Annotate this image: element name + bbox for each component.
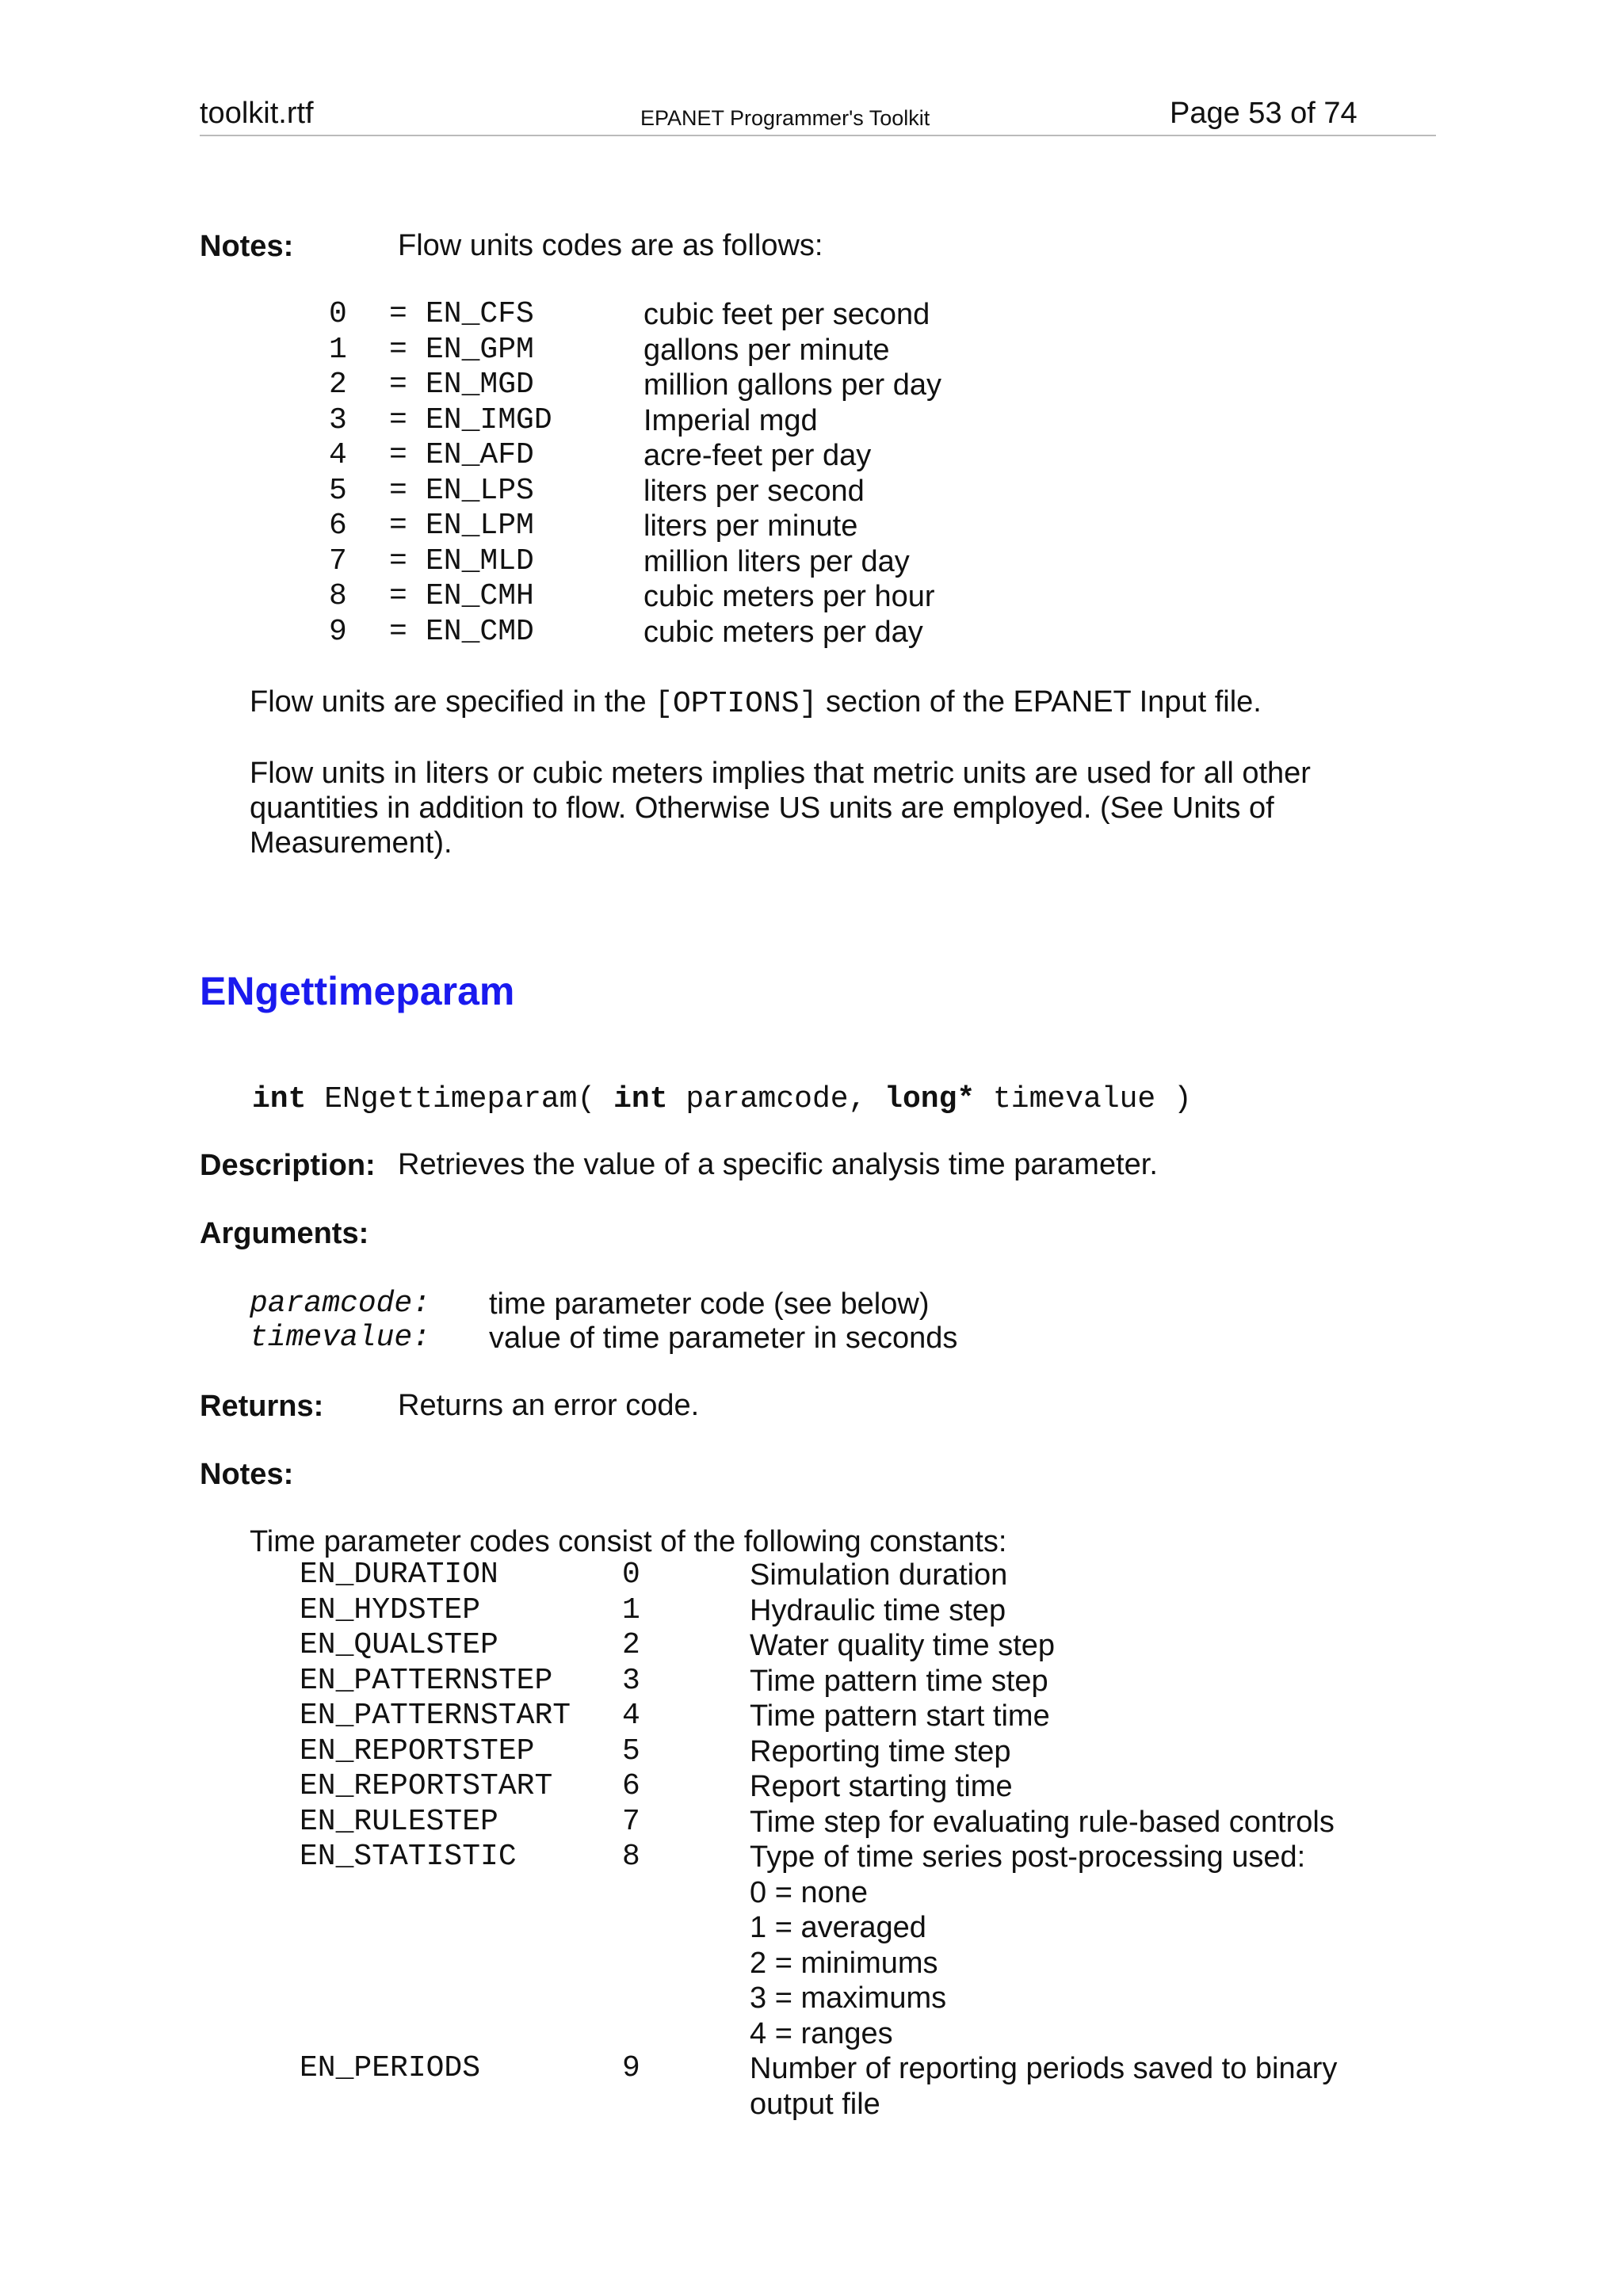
time-param-description: 0 = none (750, 1875, 868, 1909)
time-param-description: Time pattern time step (750, 1664, 1048, 1698)
header-title: EPANET Programmer's Toolkit (640, 106, 930, 130)
header-page-number: Page 53 of 74 (1170, 97, 1358, 130)
flow-code-equals: = (389, 332, 407, 367)
flow-code-equals: = (389, 297, 407, 331)
flow-code-number: 5 (329, 473, 347, 508)
flow-code-number: 6 (329, 509, 347, 543)
time-param-description: Water quality time step (750, 1629, 1056, 1662)
flow-code-constant: EN_CMH (426, 579, 534, 613)
units-paragraph (250, 756, 1311, 860)
flow-code-constant: EN_CFS (426, 297, 534, 331)
header-filename: toolkit.rtf (200, 97, 314, 130)
time-param-constant: EN_PATTERNSTEP (300, 1663, 553, 1698)
time-param-description: 1 = averaged (750, 1911, 926, 1944)
time-param-code: 6 (622, 1769, 640, 1803)
flow-code-equals: = (389, 614, 407, 649)
flow-code-description: Imperial mgd (643, 403, 818, 437)
proto-keyword: int (252, 1082, 307, 1116)
flow-code-constant: EN_LPM (426, 509, 534, 543)
flow-code-number: 9 (329, 614, 347, 649)
time-param-description: Time pattern start time (750, 1699, 1050, 1733)
flow-code-equals: = (389, 543, 407, 578)
returns-label: Returns: (200, 1390, 324, 1423)
time-param-constant: EN_DURATION (300, 1558, 498, 1592)
flow-code-equals: = (389, 438, 407, 472)
proto-keyword: int (613, 1082, 668, 1116)
flow-code-number: 2 (329, 368, 347, 402)
time-params-intro: Time parameter codes consist of the following constants: (250, 1525, 1007, 1558)
flow-code-equals: = (389, 368, 407, 402)
time-param-code: 2 (622, 1628, 640, 1662)
notes-label: Notes: (200, 230, 294, 263)
time-param-description: Report starting time (750, 1770, 1013, 1803)
flow-code-constant: EN_AFD (426, 438, 534, 472)
flow-code-description: cubic feet per second (643, 298, 930, 331)
time-param-code: 0 (622, 1558, 640, 1592)
time-param-constant: EN_PERIODS (300, 2051, 481, 2085)
flow-code-description: cubic meters per hour (643, 580, 935, 613)
flow-code-description: liters per minute (643, 509, 858, 543)
flow-code-number: 8 (329, 579, 347, 613)
flow-code-number: 3 (329, 402, 347, 437)
time-param-code: 1 (622, 1592, 640, 1627)
time-param-constant: EN_QUALSTEP (300, 1628, 498, 1662)
proto-arg: timevalue ) (975, 1082, 1192, 1116)
time-param-constant: EN_STATISTIC (300, 1840, 517, 1874)
header-rule (200, 135, 1436, 136)
time-param-description: Time step for evaluating rule-based controls (750, 1805, 1335, 1839)
flow-code-constant: EN_IMGD (426, 402, 552, 437)
options-text-a: Flow units are specified in the (250, 685, 655, 719)
time-param-constant: EN_PATTERNSTART (300, 1699, 571, 1733)
argument-name: paramcode: (250, 1287, 431, 1321)
time-param-constant: EN_REPORTSTEP (300, 1733, 535, 1768)
description-label: Description: (200, 1149, 376, 1182)
flow-code-constant: EN_CMD (426, 614, 534, 649)
time-param-code: 9 (622, 2051, 640, 2085)
flow-code-description: liters per second (643, 474, 865, 508)
time-param-description: Number of reporting periods saved to binary (750, 2052, 1338, 2085)
description-text: Retrieves the value of a specific analysis time parameter. (398, 1148, 1158, 1181)
time-param-constant: EN_REPORTSTART (300, 1769, 553, 1803)
time-param-description: Reporting time step (750, 1734, 1011, 1768)
flow-code-description: cubic meters per day (643, 615, 923, 649)
units-paragraph-line: quantities in addition to flow. Otherwise US units are employed. (See Units of (250, 791, 1274, 825)
time-param-code: 7 (622, 1804, 640, 1839)
argument-desc: time parameter code (see below) (489, 1287, 930, 1321)
time-param-constant: EN_HYDSTEP (300, 1592, 481, 1627)
flow-code-number: 0 (329, 297, 347, 331)
section-title: ENgettimeparam (200, 969, 515, 1013)
arguments-label: Arguments: (200, 1217, 369, 1250)
flow-code-description: acre-feet per day (643, 439, 872, 472)
time-param-description: output file (750, 2087, 880, 2121)
options-text-b: section of the EPANET Input file. (817, 685, 1262, 719)
returns-text: Returns an error code. (398, 1389, 700, 1422)
flow-code-equals: = (389, 579, 407, 613)
flow-code-equals: = (389, 473, 407, 508)
time-param-description: 4 = ranges (750, 2016, 893, 2050)
flow-code-description: million liters per day (643, 544, 910, 578)
argument-name: timevalue: (250, 1321, 431, 1355)
options-code: [OPTIONS] (655, 687, 818, 721)
units-paragraph-line: Flow units in liters or cubic meters implies that metric units are used for all other (250, 757, 1311, 790)
time-param-description: Type of time series post-processing used: (750, 1840, 1306, 1874)
function-prototype (252, 1082, 1192, 1116)
notes-label: Notes: (200, 1458, 294, 1491)
flow-code-description: million gallons per day (643, 368, 941, 402)
argument-desc: value of time parameter in seconds (489, 1322, 958, 1355)
options-paragraph (250, 685, 1262, 722)
time-param-description: 2 = minimums (750, 1946, 938, 1980)
time-param-code: 8 (622, 1840, 640, 1874)
flow-code-number: 7 (329, 543, 347, 578)
time-param-constant: EN_RULESTEP (300, 1804, 498, 1839)
notes-intro: Flow units codes are as follows: (398, 229, 823, 262)
time-param-description: Simulation duration (750, 1558, 1008, 1592)
time-param-code: 3 (622, 1663, 640, 1698)
time-param-code: 5 (622, 1733, 640, 1768)
flow-code-constant: EN_GPM (426, 332, 534, 367)
time-param-description: 3 = maximums (750, 1981, 947, 2015)
flow-code-constant: EN_MLD (426, 543, 534, 578)
flow-code-number: 4 (329, 438, 347, 472)
proto-keyword: long* (884, 1082, 976, 1116)
flow-code-equals: = (389, 509, 407, 543)
time-param-code: 4 (622, 1699, 640, 1733)
proto-function: ENgettimeparam( (306, 1082, 614, 1116)
flow-code-number: 1 (329, 332, 347, 367)
units-paragraph-line: Measurement). (250, 826, 453, 860)
proto-arg: paramcode, (667, 1082, 885, 1116)
flow-code-constant: EN_MGD (426, 368, 534, 402)
time-param-description: Hydraulic time step (750, 1593, 1006, 1627)
flow-code-constant: EN_LPS (426, 473, 534, 508)
flow-code-equals: = (389, 402, 407, 437)
flow-code-description: gallons per minute (643, 333, 890, 367)
